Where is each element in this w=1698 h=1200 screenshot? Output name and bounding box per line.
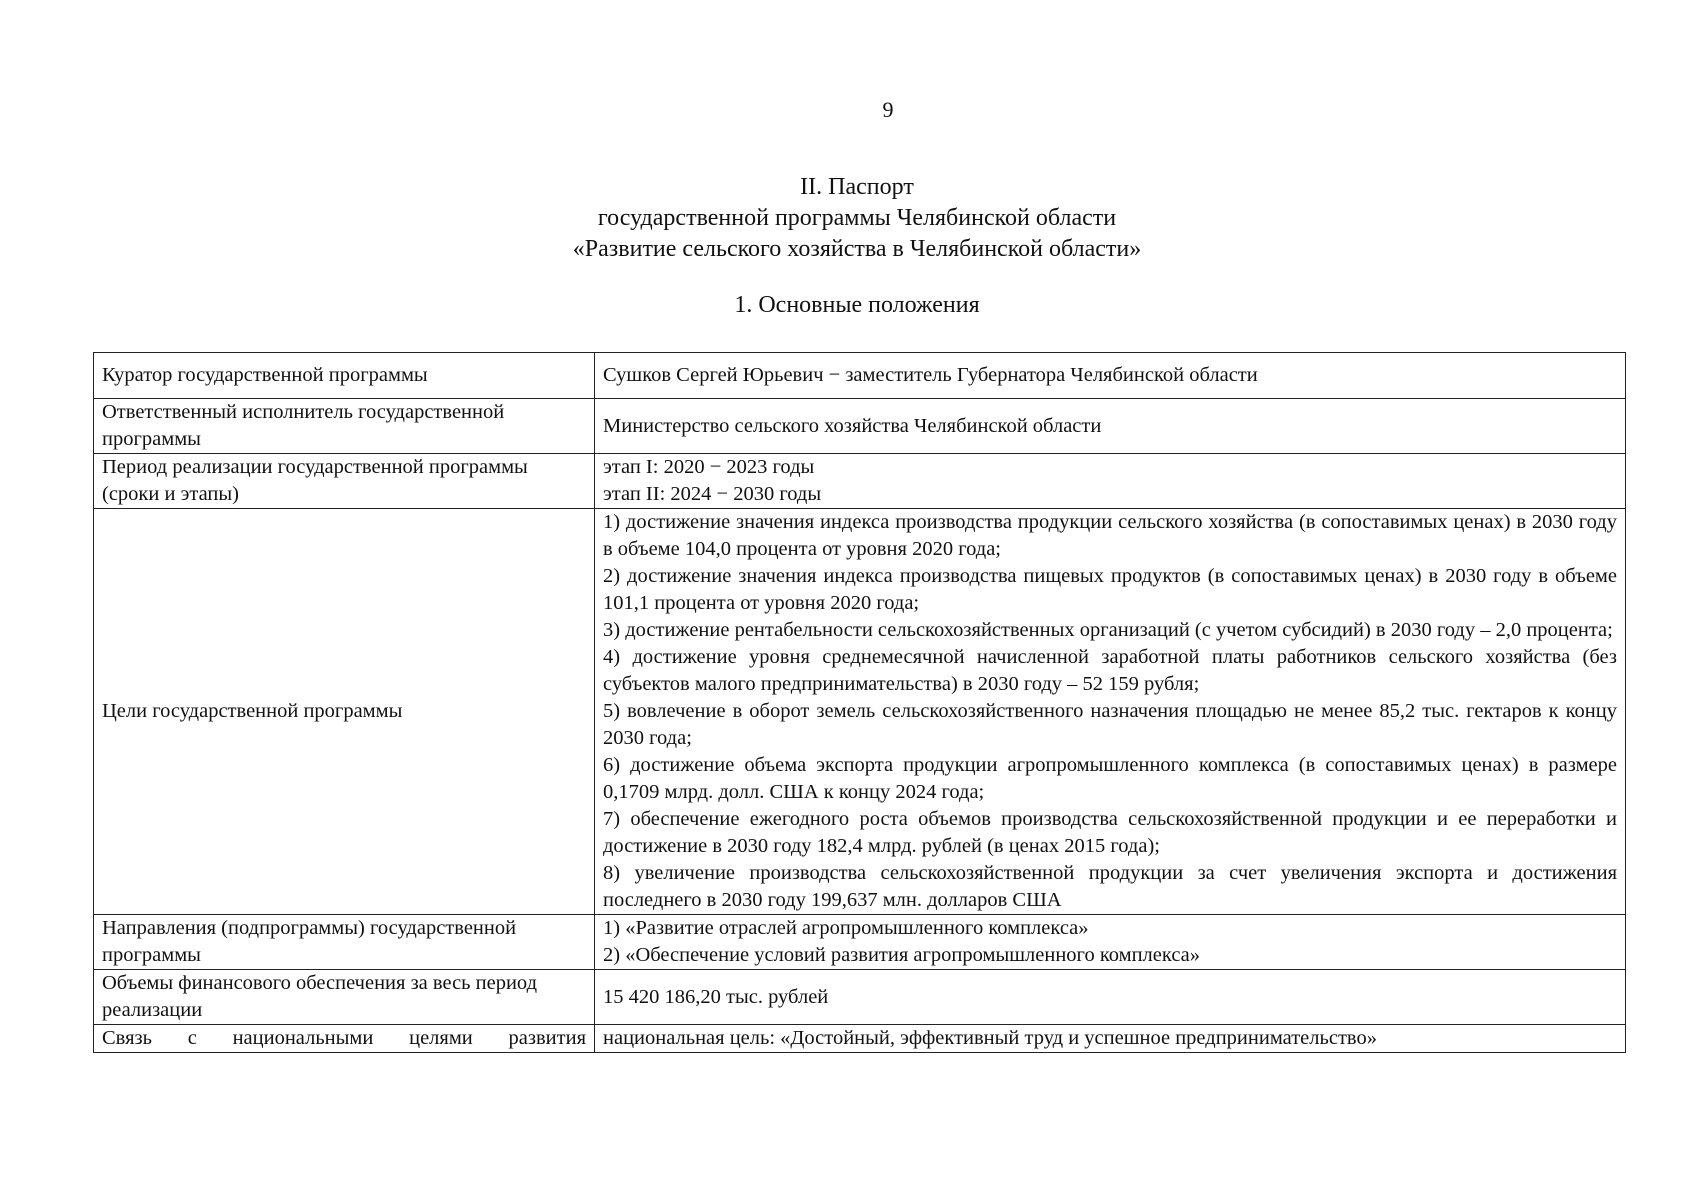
- goal-item-1: 1) достижение значения индекса производства продукции сельского хозяйства (в сопоставимых ценах) в 2030 году в объеме 104,0 процента от уровня 2020 года;: [603, 511, 1617, 560]
- table-row-directions: [94, 915, 1626, 970]
- goal-item-7: 7) обеспечение ежегодного роста объемов производства сельскохозяйственной продукции и ее переработки и достижение в 2030 году 182,4 млрд. рублей (в ценах 2015 года);: [603, 808, 1617, 857]
- direction-item-1: 1) «Развитие отраслей агропромышленного комплекса»: [603, 917, 1089, 939]
- goals-label: Цели государственной программы: [94, 509, 595, 915]
- title-line-1: II. Паспорт: [800, 174, 914, 200]
- national-goals-label-cell: [94, 1025, 595, 1053]
- period-stage-2: этап II: 2024 − 2030 годы: [603, 483, 822, 505]
- executor-label: Ответственный исполнитель государственной программы: [94, 399, 595, 454]
- goal-item-4: 4) достижение уровня среднемесячной начисленной заработной платы работников сельского хозяйства (без субъектов малого предпринимательства) в 2030 году – 52 159 рубля;: [603, 646, 1617, 695]
- funding-label: Объемы финансового обеспечения за весь период реализации: [94, 970, 595, 1025]
- funding-value: 15 420 186,20 тыс. рублей: [595, 970, 1626, 1025]
- executor-value: Министерство сельского хозяйства Челябинской области: [595, 399, 1626, 454]
- table-row-curator: [94, 353, 1626, 399]
- title-line-2: государственной программы Челябинской области: [597, 205, 1117, 231]
- period-stage-1: этап I: 2020 − 2023 годы: [603, 456, 815, 478]
- goal-item-6: 6) достижение объема экспорта продукции агропромышленного комплекса (в сопоставимых ценах) в размере 0,1709 млрд. долл. США к концу 2024 года;: [603, 754, 1617, 803]
- national-goals-value: национальная цель: «Достойный, эффективный труд и успешное предпринимательство»: [595, 1025, 1626, 1053]
- table-row-executor: [94, 399, 1626, 454]
- section-heading: 1. Основные положения: [734, 292, 980, 318]
- directions-label: Направления (подпрограммы) государственной программы: [94, 915, 595, 970]
- table-row-goals: [94, 509, 1626, 915]
- curator-value: Сушков Сергей Юрьевич − заместитель Губернатора Челябинской области: [595, 353, 1626, 399]
- goals-value: [595, 509, 1626, 915]
- goal-item-5: 5) вовлечение в оборот земель сельскохозяйственного назначения площадью не менее 85,2 тыс. гектаров к концу 2030 года;: [603, 700, 1617, 749]
- directions-value: [595, 915, 1626, 970]
- goal-item-8: 8) увеличение производства сельскохозяйственной продукции за счет увеличения экспорта и достижения последнего в 2030 году 199,637 млн. долларов США: [603, 862, 1617, 911]
- period-label: Период реализации государственной программы (сроки и этапы): [94, 454, 595, 509]
- goal-item-2: 2) достижение значения индекса производства пищевых продуктов (в сопоставимых ценах) в 2030 году в объеме 101,1 процента от уровня 2020 года;: [603, 565, 1617, 614]
- goal-item-3: 3) достижение рентабельности сельскохозяйственных организаций (с учетом субсидий) в 2030 году – 2,0 процента;: [603, 619, 1613, 641]
- passport-table: [93, 352, 1626, 1053]
- page-number: 9: [882, 97, 894, 122]
- direction-item-2: 2) «Обеспечение условий развития агропромышленного комплекса»: [603, 944, 1201, 966]
- table-row-period: [94, 454, 1626, 509]
- document-title: [0, 172, 1698, 265]
- title-line-3: «Развитие сельского хозяйства в Челябинской области»: [572, 236, 1142, 262]
- period-value: [595, 454, 1626, 509]
- table-row-national-goals: [94, 1025, 1626, 1053]
- national-goals-label: Связь с национальными целями развития: [102, 1027, 586, 1049]
- table-row-funding: [94, 970, 1626, 1025]
- curator-label: Куратор государственной программы: [94, 353, 595, 399]
